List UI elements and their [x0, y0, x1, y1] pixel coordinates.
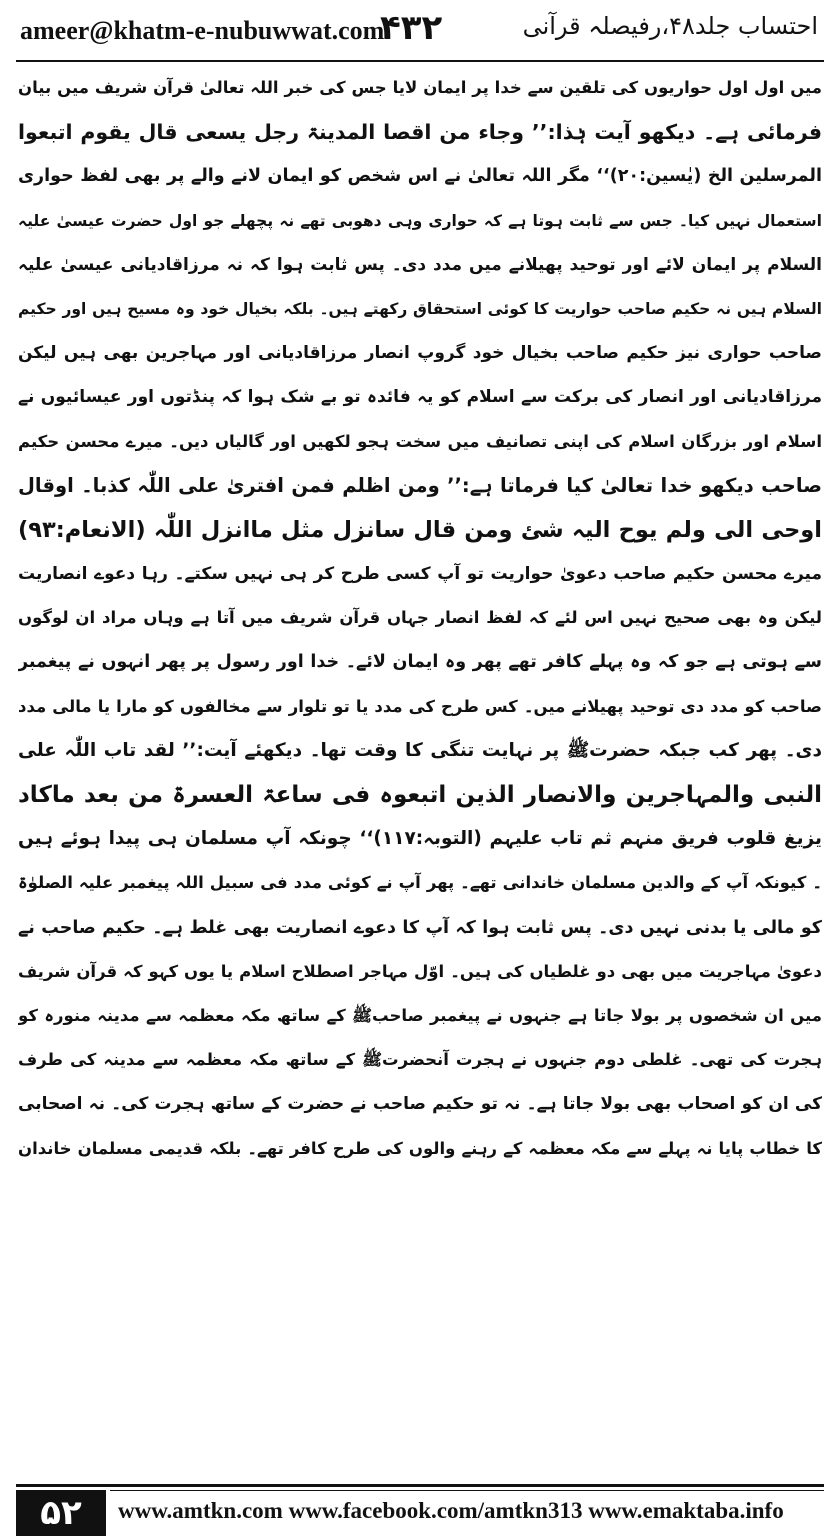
text-line: یزیغ قلوب فریق منہم ثم تاب علیہم (التوبہ:۱۱۷)‘‘ چونکہ آپ مسلمان ہی پیدا ہوئے ہیں: [18, 828, 822, 850]
text-line: کا خطاب پایا نہ پہلے سے مکہ معظمہ کے رہنے والوں کی طرح کافر تھے۔ بلکہ قدیمی مسلمان خاندان: [18, 1138, 822, 1158]
text-line: استعمال نہیں کیا۔ جس سے ثابت ہوتا ہے کہ حواری وہی دھوبی تھے نہ پچھلے جو اول حضرت عیسیٰ علیہ: [18, 211, 822, 230]
header-page-number: ۴۳۲: [380, 8, 443, 48]
page-body-text: [18, 66, 822, 1470]
text-line: دعویٰ مہاجریت میں بھی دو غلطیاں کی ہیں۔ اوّل مہاجر اصطلاح اسلام یا یوں کہو کہ قرآن شریف: [18, 961, 822, 981]
text-line: اوحی الی ولم یوح الیہ شئ ومن قال سانزل مثل ماانزل اللّٰہ (الانعام:۹۳): [18, 516, 822, 543]
header-book-title: احتساب جلد۴۸،رفیصلہ قرآنی: [522, 12, 818, 40]
text-line: ہجرت کی تھی۔ غلطی دوم جنہوں نے ہجرت آنحضرتﷺ کے ساتھ مکہ معظمہ سے مدینہ کی طرف: [18, 1050, 822, 1070]
footer-links: www.amtkn.com www.facebook.com/amtkn313 www.emaktaba.info: [118, 1498, 784, 1523]
text-line: فرمائی ہے۔ دیکھو آیت ہٰذا:’’ وجاء من اقصا المدینۃ رجل یسعی قال یقوم اتبعوا: [18, 120, 822, 145]
text-line: سے ہوتی ہے جو کہ وہ پہلے کافر تھے پھر وہ ایمان لائے۔ خدا اور رسول پر پھر انہوں نے پیغمبر: [18, 652, 822, 673]
page-header: [0, 0, 840, 62]
header-divider: [16, 60, 824, 62]
footer-page-badge: ۵۲: [16, 1490, 106, 1536]
text-line: صاحب کو مدد دی توحید پھیلانے میں۔ کس طرح کی مدد یا تو تلوار سے مخالفوں کو مارا یا مالی مدد: [18, 696, 822, 716]
text-line: السلام پر ایمان لائے اور توحید پھیلانے میں مدد دی۔ پس ثابت ہوا کہ نہ مرزاقادیانی عیسیٰ علیہ: [18, 254, 822, 275]
text-line: دی۔ پھر کب جبکہ حضرتﷺ پر نہایت تنگی کا وقت تھا۔ دیکھئے آیت:’’ لقد تاب اللّٰہ علی: [18, 739, 822, 761]
text-line: صاحب حواری نیز حکیم صاحب بخیال خود گروپ انصار مرزاقادیانی اور مہاجرین بھی ہیں لیکن: [18, 343, 822, 364]
text-line: مرزاقادیانی اور انصار کی برکت سے اسلام کو یہ فائدہ تو بے شک ہوا کہ پنڈتوں اور عیسائیوں نے: [18, 387, 822, 408]
text-line: السلام ہیں نہ حکیم صاحب حواریت کا کوئی استحقاق رکھتے ہیں۔ بلکہ بخیال خود وہ مسیح ہیں اور حکیم: [18, 299, 822, 318]
text-line: میں اول اول حواریوں کی تلقین سے خدا پر ایمان لایا جس کی خبر اللہ تعالیٰ قرآن شریف میں بیان: [18, 78, 822, 97]
text-line: کو مالی یا بدنی نہیں دی۔ پس ثابت ہوا کہ آپ کا دعوے انصاریت بھی غلط ہے۔ حکیم صاحب نے: [18, 917, 822, 938]
text-line: میں ان شخصوں پر بولا جاتا ہے جنہوں نے پیغمبر صاحبﷺ کے ساتھ مکہ معظمہ سے مدینہ منورہ کو: [18, 1005, 822, 1025]
page-footer: [0, 1482, 840, 1540]
text-line: اسلام اور بزرگان اسلام کی اپنی تصانیف میں سخت ہجو لکھیں اور گالیاں دیں۔ میرے محسن حکیم: [18, 431, 822, 451]
footer-divider-thin: [110, 1490, 824, 1491]
text-line: لیکن وہ بھی صحیح نہیں اس لئے کہ لفظ انصار جہاں قرآن شریف میں آتا ہے وہاں مراد ان لوگوں: [18, 608, 822, 628]
text-line: النبی والمہاجرین والانصار الذین اتبعوہ فی ساعۃ العسرۃ من بعد ماکاد: [18, 782, 822, 808]
text-line: المرسلین الخ (یٰسین:۲۰)‘‘ مگر اللہ تعالیٰ نے اس شخص کو ایمان لانے والے پر بھی لفظ حواری: [18, 166, 822, 187]
header-email: ameer@khatm-e-nubuwwat.com: [20, 16, 385, 45]
text-line: میرے محسن حکیم صاحب دعویٰ حواریت تو آپ کسی طرح کر ہی نہیں سکتے۔ رہا دعوے انصاریت: [18, 564, 822, 585]
text-line: کی ان کو اصحاب بھی بولا جاتا ہے۔ نہ تو حکیم صاحب نے حضرت کے ساتھ ہجرت کی۔ نہ اصحابی: [18, 1094, 822, 1115]
text-line: صاحب دیکھو خدا تعالیٰ کیا فرماتا ہے:’’ ومن اظلم فمن افتریٰ علی اللّٰہ کذبا۔ اوقال: [18, 473, 822, 497]
footer-divider: [16, 1484, 824, 1487]
text-line: ۔ کیونکہ آپ کے والدین مسلمان خاندانی تھے۔ پھر آپ نے کوئی مدد فی سبیل اللہ پیغمبر علیہ الصلوٰۃ: [18, 873, 822, 893]
